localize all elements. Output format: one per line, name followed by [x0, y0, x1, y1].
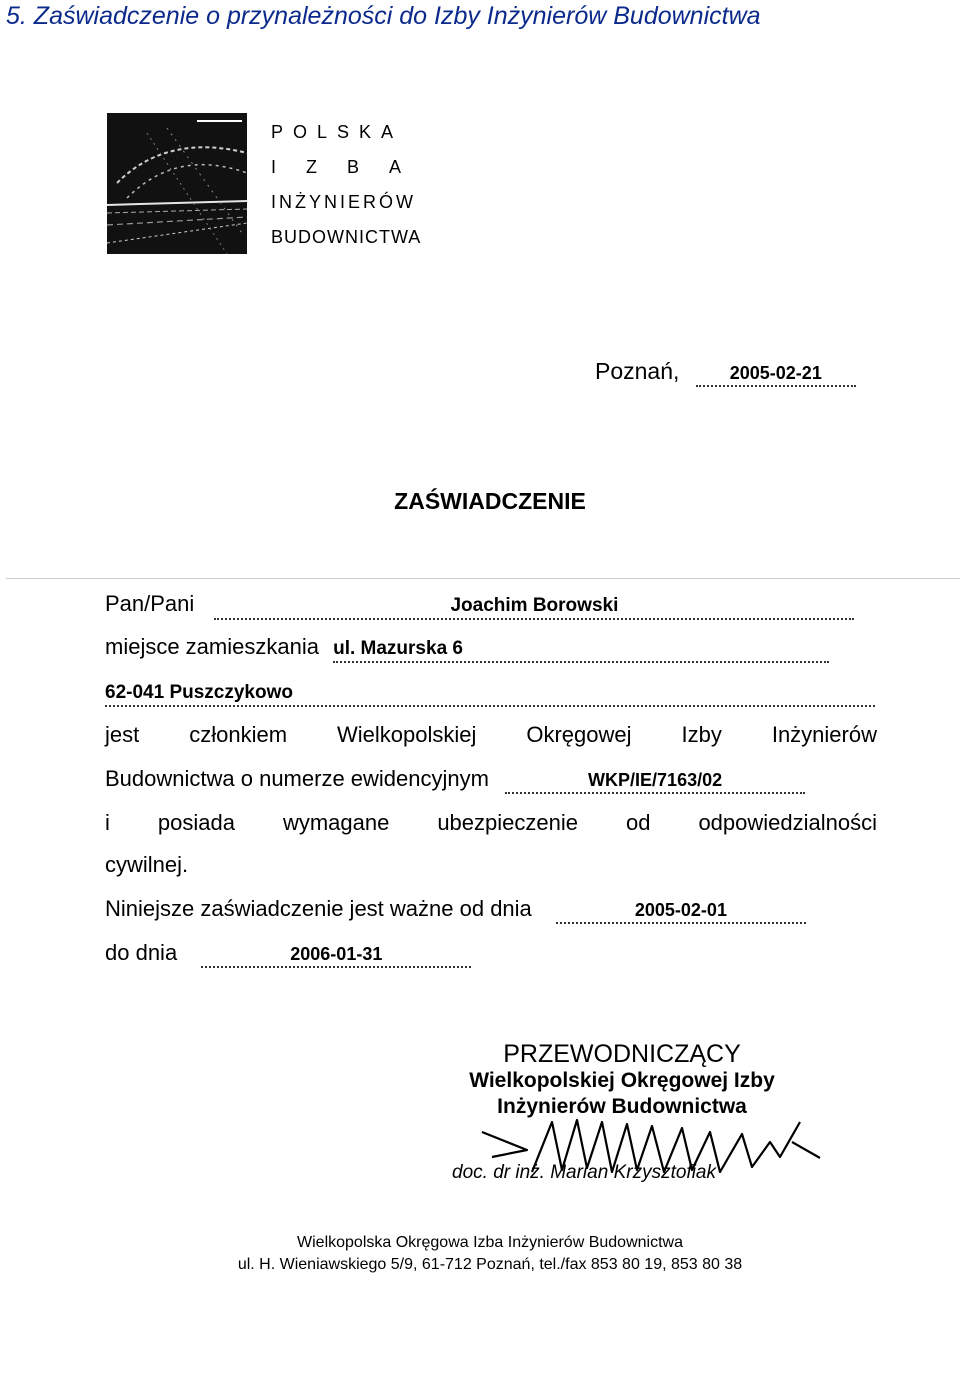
bridge-icon	[107, 113, 247, 254]
chamber-logo	[107, 113, 247, 254]
registration-label: Budownictwa o numerze ewidencyjnym	[105, 766, 489, 791]
registration-number: WKP/IE/7163/02	[505, 770, 805, 794]
logo-text-line2: IZBA	[271, 157, 432, 177]
place: Poznań,	[595, 358, 680, 384]
registration-row	[105, 766, 805, 794]
document-title: ZAŚWIADCZENIE	[394, 488, 586, 514]
document-caption: 5. Zaświadczenie o przynależności do Izby Inżynierów Budownictwa	[6, 2, 761, 30]
stamp-line-2: Wielkopolskiej Okręgowej Izby	[469, 1069, 775, 1092]
divider	[6, 578, 960, 579]
footer-org: Wielkopolska Okręgowa Izba Inżynierów Budownictwa	[297, 1234, 683, 1251]
valid-to-label: do dnia	[105, 940, 178, 965]
valid-to-date: 2006-01-31	[201, 944, 471, 968]
logo-text-line1: POLSKA	[271, 122, 404, 142]
signatory-name: doc. dr inż. Marian Krzysztofiak	[452, 1162, 716, 1183]
issue-date: 2005-02-21	[696, 363, 856, 387]
valid-from-label: Niniejsze zaświadczenie jest ważne od dnia	[105, 896, 532, 921]
address-row	[105, 634, 829, 663]
body-line-3: i posiada wymagane ubezpieczenie od odpowiedzialności	[105, 810, 877, 835]
valid-from-date: 2005-02-01	[556, 900, 806, 924]
body-line-1: jest członkiem Wielkopolskiej Okręgowej Izby Inżynierów	[105, 722, 877, 747]
city-row	[105, 678, 875, 707]
valid-to-row	[105, 940, 471, 968]
stamp-line-3: Inżynierów Budownictwa	[497, 1095, 747, 1118]
address-value: ul. Mazurska 6	[333, 638, 829, 663]
body-line-4: cywilnej.	[105, 852, 189, 877]
address-label: miejsce zamieszkania	[105, 634, 319, 659]
city-value: 62-041 Puszczykowo	[105, 682, 875, 707]
stamp-title: PRZEWODNICZĄCY	[503, 1040, 741, 1068]
valid-from-row	[105, 896, 806, 924]
name-row	[105, 591, 854, 620]
name-label: Pan/Pani	[105, 591, 195, 616]
logo-text-line3: INŻYNIERÓW	[271, 192, 416, 212]
place-date	[595, 358, 856, 387]
logo-text-line4: BUDOWNICTWA	[271, 227, 422, 247]
name-value: Joachim Borowski	[214, 595, 854, 620]
footer-address: ul. H. Wieniawskiego 5/9, 61-712 Poznań, tel./fax 853 80 19, 853 80 38	[237, 1256, 743, 1273]
